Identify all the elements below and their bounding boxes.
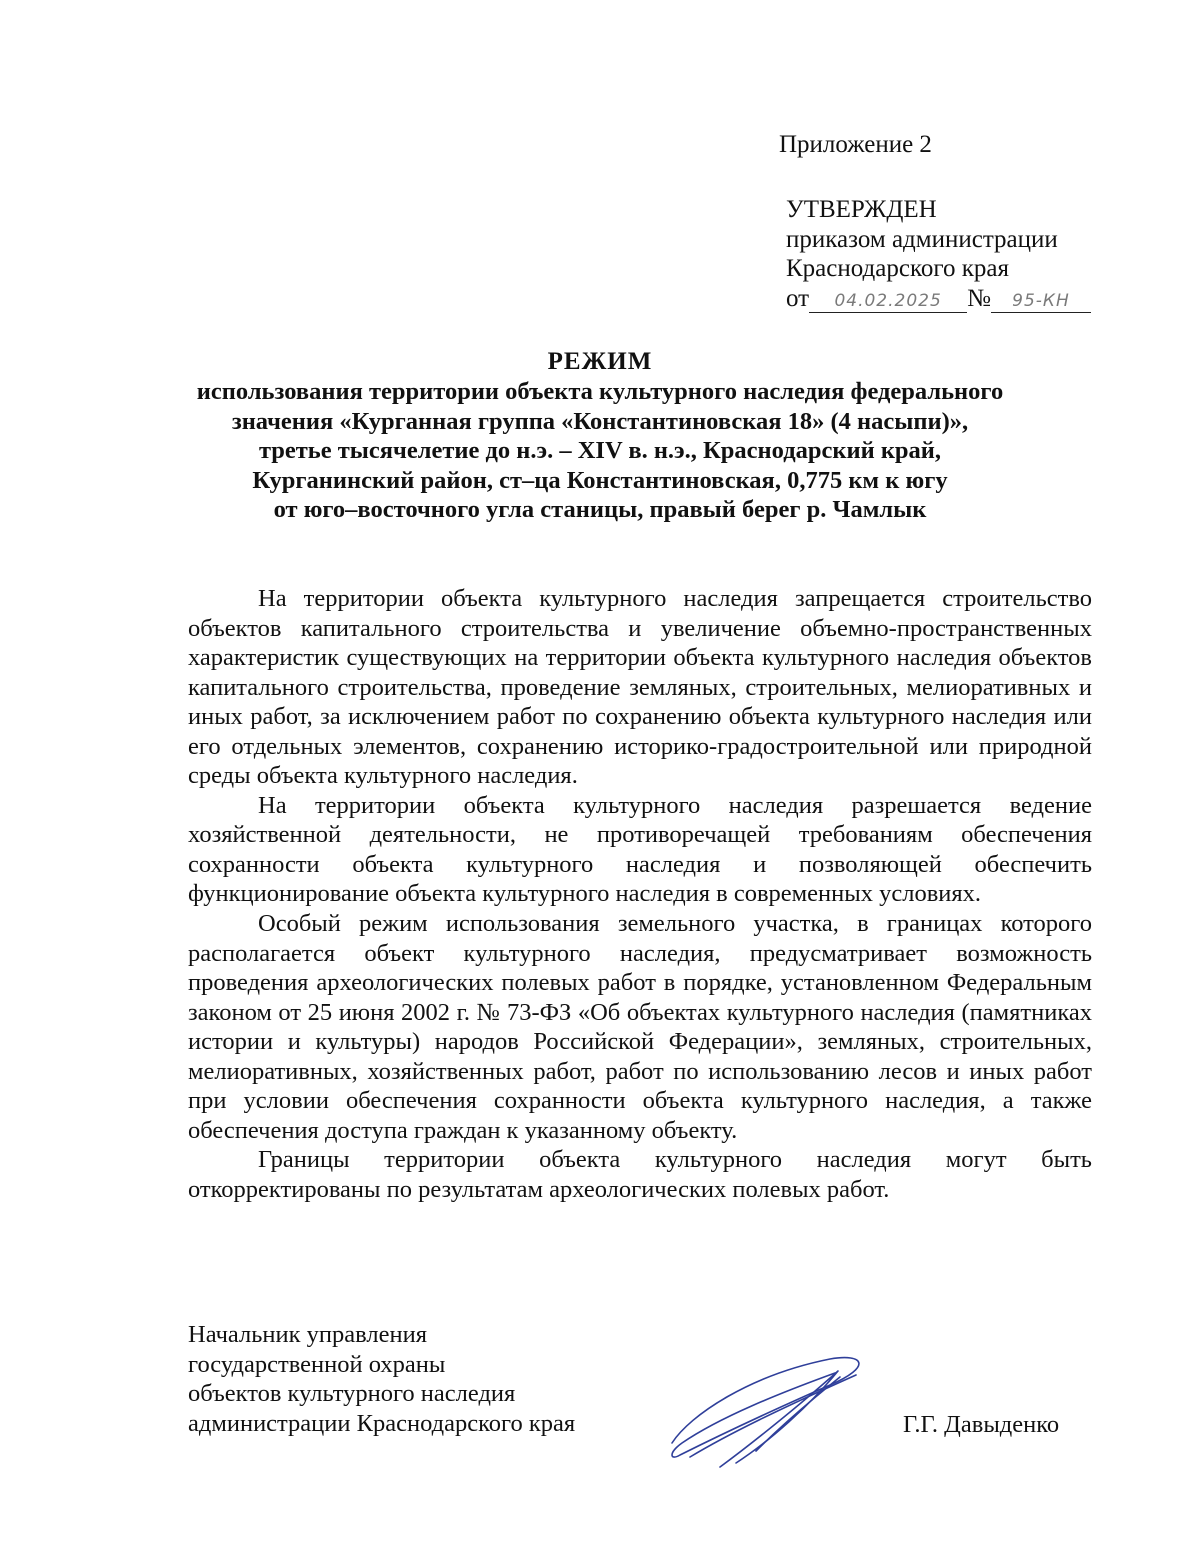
order-number-sign: № (967, 284, 991, 312)
document-body (188, 584, 1092, 1204)
approval-line-1: приказом администрации (786, 225, 1058, 253)
approval-line-2: Краснодарского края (786, 255, 1009, 282)
order-from-prefix: от (786, 284, 810, 312)
title-line-5: от юго–восточного угла станицы, правый берег р. Чамлык (273, 496, 927, 523)
handwritten-signature (660, 1345, 880, 1475)
title-line-3: третье тысячелетие до н.э. – XIV в. н.э., Краснодарский край, (258, 437, 942, 464)
title-line-4: Курганинский район, ст–ца Константиновская, 0,775 км к югу (252, 466, 948, 494)
signer-position-line-1: Начальник управления (188, 1321, 427, 1348)
title-line-2: значения «Курганная группа «Константиновская 18» (4 насыпи)», (231, 407, 969, 435)
signer-position-line-3: объектов культурного наследия (188, 1380, 516, 1407)
signer-position-line-4: администрации Краснодарского края (188, 1409, 576, 1437)
paragraph-special-regime: Особый режим использования земельного участка, в границах которого располагается объект культурного наследия, предусматривает возможность проведения археологических полевых работ в порядке, установленном Федеральным законом от 25 июня 2002 г. № 73-ФЗ «Об объектах культурного наследия (памятниках истории и культуры) народов Российской Федерации», земляных, строительных, мелиоративных, хозяйственных работ, работ по использованию лесов и иных работ при условии обеспечения сохранности объекта культурного наследия, а также обеспечения доступа граждан к указанному объекту. (188, 910, 1092, 1144)
approval-stamp-block (786, 195, 1091, 313)
title-main: РЕЖИМ (547, 348, 653, 375)
order-date-handwritten: 04.02.2025 (809, 290, 967, 313)
paragraph-prohibitions: На территории объекта культурного наследия запрещается строительство объектов капитального строительства и увеличение объемно-пространственных характеристик существующих на территории объекта культурного наследия объектов капитального строительства, проведение земляных, строительных, мелиоративных и иных работ, за исключением работ по сохранению объекта культурного наследия или его отдельных элементов, сохранению историко-градостроительной или природной среды объекта культурного наследия. (188, 585, 1092, 790)
order-number-handwritten: 95-КН (991, 290, 1091, 313)
approval-status: УТВЕРЖДЕН (786, 196, 937, 223)
title-line-1: использования территории объекта культурного наследия федерального (196, 378, 1004, 405)
paragraph-permitted-activity: На территории объекта культурного наследия разрешается ведение хозяйственной деятельности, не противоречащей требованиям обеспечения сохранности объекта культурного наследия и позволяющей обеспечить функционирование объекта культурного наследия в современных условиях. (188, 791, 1092, 908)
order-date-number-line (786, 284, 1091, 314)
signer-name: Г.Г. Давыденко (903, 1411, 1060, 1438)
document-title (150, 347, 1050, 525)
signer-position-line-2: государственной охраны (188, 1350, 446, 1378)
appendix-label: Приложение 2 (779, 131, 932, 158)
paragraph-boundaries: Границы территории объекта культурного наследия могут быть откорректированы по результатам археологических полевых работ. (188, 1146, 1092, 1203)
signer-position (188, 1320, 575, 1438)
